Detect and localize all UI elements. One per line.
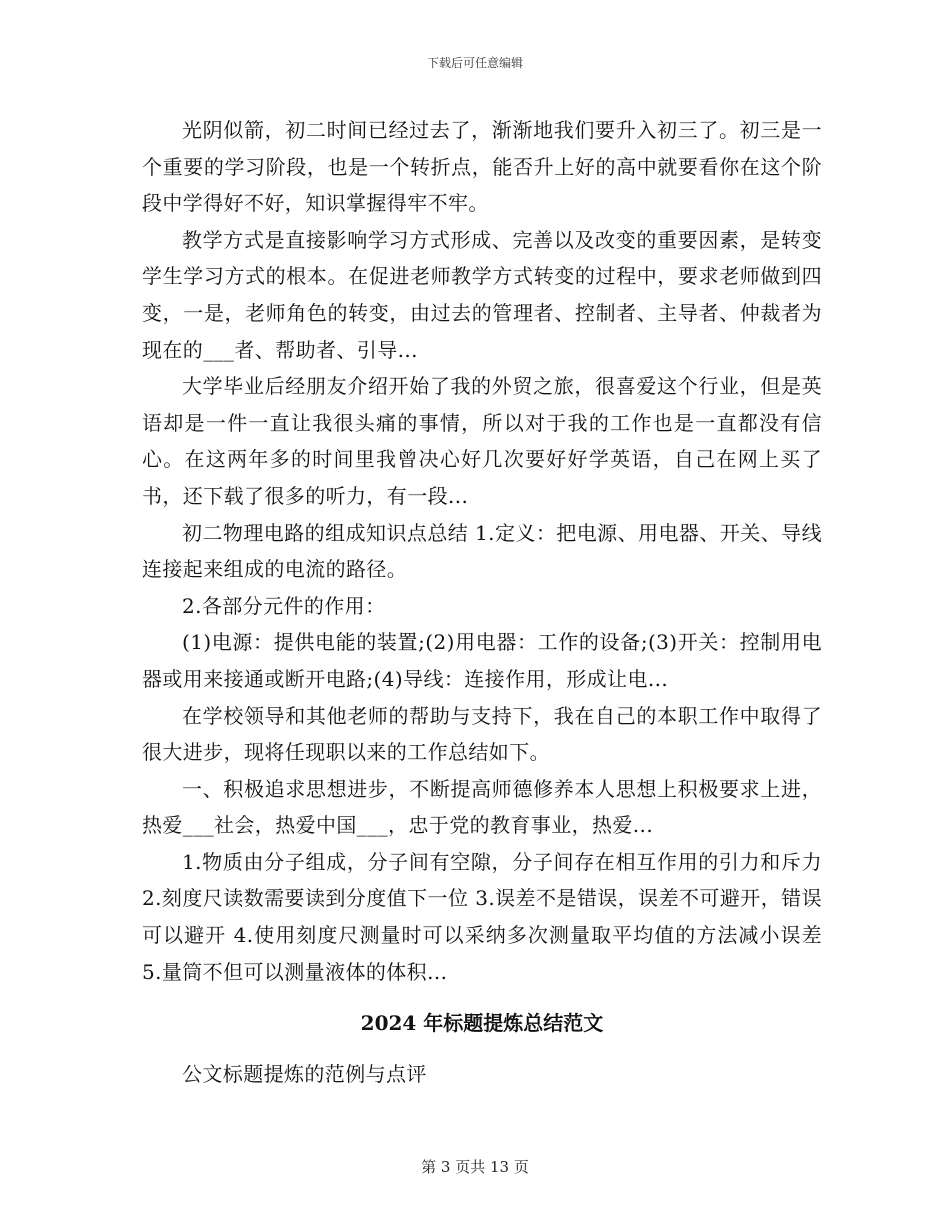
paragraph: 光阴似箭，初二时间已经过去了，渐渐地我们要升入初三了。初三是一个重要的学习阶段，也是一个转折点，能否升上好的高中就要看你在这个阶段中学得好不好，知识掌握得牢不牢。 xyxy=(142,118,822,216)
paragraph: 教学方式是直接影响学习方式形成、完善以及改变的重要因素，是转变学生学习方式的根本。在促进老师教学方式转变的过程中，要求老师做到四变，一是，老师角色的转变，由过去的管理者、控制者、主导者、仲裁者为现在的___者、帮助者、引导... xyxy=(142,227,822,362)
document-body xyxy=(142,112,822,1093)
paragraph: 初二物理电路的组成知识点总结 1.定义：把电源、用电器、开关、导线连接起来组成的电流的路径。 xyxy=(142,520,822,582)
paragraph: 1.物质由分子组成，分子间有空隙，分子间存在相互作用的引力和斥力 2.刻度尺读数需要读到分度值下一位 3.误差不是错误，误差不可避开，错误可以避开 4.使用刻度尺测量时可以采纳多次测量取平均值的方法减小误差 5.量筒不但可以测量液体的体积... xyxy=(142,849,822,984)
paragraph: 大学毕业后经朋友介绍开始了我的外贸之旅，很喜爱这个行业，但是英语却是一件一直让我很头痛的事情，所以对于我的工作也是一直都没有信心。在这两年多的时间里我曾决心好几次要好好学英语，自己在网上买了书，还下载了很多的听力，有一段... xyxy=(142,374,822,508)
page-header: 下载后可任意编辑 xyxy=(426,56,523,70)
paragraph: 公文标题提炼的范例与点评 xyxy=(182,1062,427,1087)
paragraph: 在学校领导和其他老师的帮助与支持下，我在自己的本职工作中取得了很大进步，现将任现职以来的工作总结如下。 xyxy=(142,703,822,765)
paragraph: (1)电源：提供电能的装置;(2)用电器：工作的设备;(3)开关：控制用电器或用来接通或断开电路;(4)导线：连接作用，形成让电... xyxy=(142,630,822,691)
paragraph: 2.各部分元件的作用： xyxy=(182,593,386,618)
paragraph: 一、积极追求思想进步，不断提高师德修养本人思想上积极要求上进，热爱___社会，热爱中国___，忠于党的教育事业，热爱... xyxy=(142,776,822,838)
page-footer: 第 3 页共 13 页 xyxy=(421,1158,529,1176)
section-title: 2024 年标题提炼总结范文 xyxy=(360,1011,604,1036)
